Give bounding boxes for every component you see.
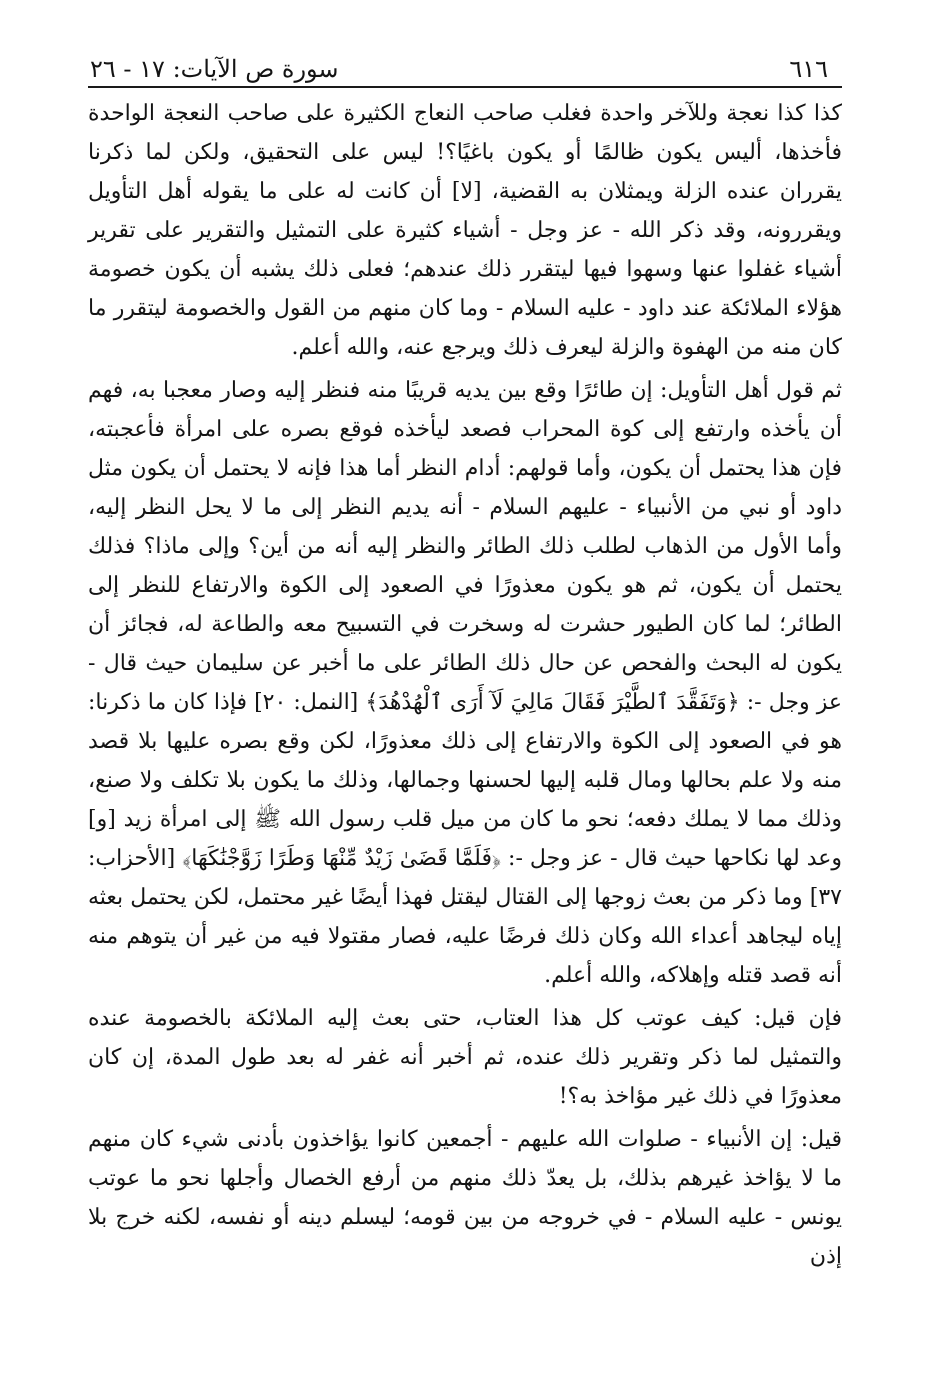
paragraph-1: كذا كذا نعجة وللآخر واحدة فغلب صاحب النعاج الكثيرة على صاحب النعجة الواحدة فأخذها، أليس يكون ظالمًا أو يكون باغيًا؟! ليس على التحقيق، ولكن لما ذكرنا يقرران عنده الزلة ويمثلان به القضية، [لا] أن كانت له على ما يقوله أهل التأويل ويقررونه، وقد ذكر الله - عز وجل - أشياء كثيرة على التمثيل والتقرير على تقرير أشياء غفلوا عنها وسهوا فيها ليتقرر ذلك عندهم؛ فعلى ذلك يشبه أن يكون خصومة هؤلاء الملائكة عند داود - عليه السلام - وما كان منهم من القول والخصومة ليتقرر ما كان منه من الهفوة والزلة ليعرف ذلك ويرجع عنه، والله أعلم. <box>88 101 842 360</box>
page-header <box>88 52 842 88</box>
paragraph-3: فإن قيل: كيف عوتب كل هذا العتاب، حتى بعث إليه الملائكة بالخصومة عنده والتمثيل لما ذكر وتقرير ذلك عنده، ثم أخبر أنه غفر له بعد طول المدة، إن كان معذورًا في ذلك غير مؤاخذ به؟! <box>88 1006 842 1109</box>
running-title: سورة ص الآيات: ١٧ - ٢٦ <box>90 55 339 83</box>
book-page <box>88 52 842 1276</box>
page-number: ٦١٦ <box>789 55 828 83</box>
body-text <box>88 94 842 1276</box>
paragraph-4: قيل: إن الأنبياء - صلوات الله عليهم - أجمعين كانوا يؤاخذون بأدنى شيء كان منهم ما لا يؤاخذ غيرهم بذلك، بل يعدّ ذلك منهم من أرفع الخصال وأجلها نحو ما عوتب يونس - عليه السلام - في خروجه من بين قومه؛ ليسلم دينه أو نفسه، لكنه خرج بلا إذن <box>88 1127 842 1269</box>
paragraph-2: ثم قول أهل التأويل: إن طائرًا وقع بين يديه قريبًا منه فنظر إليه وصار معجبا به، فهم أن يأخذه وارتفع إلى كوة المحراب فصعد ليأخذه فوقع بصره على امرأة فأعجبته، فإن هذا يحتمل أن يكون، وأما قولهم: أدام النظر أما هذا فإنه لا يحتمل أن يكون مثل داود أو نبي من الأنبياء - عليهم السلام - أنه يديم النظر إلى ما لا يحل النظر إليه، وأما الأول من الذهاب لطلب ذلك الطائر والنظر إليه أنه من أين؟ وإلى ماذا؟ فذلك يحتمل أن يكون، ثم هو يكون معذورًا في الصعود إلى الكوة والارتفاع للنظر إلى الطائر؛ لما كان الطيور حشرت له وسخرت في التسبيح معه والطاعة له، فجائز أن يكون له البحث والفحص عن حال ذلك الطائر على ما أخبر عن سليمان حيث قال - عز وجل -: ﴿وَتَفَقَّدَ ٱلطَّيْرَ فَقَالَ مَالِيَ لَآ أَرَى ٱلْهُدْهُدَ﴾ [النمل: ٢٠] فإذا كان ما ذكرنا: هو في الصعود إلى الكوة والارتفاع إلى ذلك معذورًا، لكن وقع بصره عليها بلا قصد منه ولا علم بحالها ومال قلبه إليها لحسنها وجمالها، وذلك ما يكون بلا تكلف ولا صنع، وذلك مما لا يملك دفعه؛ نحو ما كان من ميل قلب رسول الله ﷺ إلى امرأة زيد [و] وعد لها نكاحها حيث قال - عز وجل -: ﴿فَلَمَّا قَضَىٰ زَيْدٌ مِّنْهَا وَطَرًا زَوَّجْنَٰكَهَا﴾ [الأحزاب: ٣٧] وما ذكر من بعث زوجها إلى القتال ليقتل فهذا أيضًا غير محتمل، لكن يحتمل بعثه إياه ليجاهد أعداء الله وكان ذلك فرضًا عليه، فصار مقتولا فيه من غير أن يتوهم منه أنه قصد قتله وإهلاكه، والله أعلم. <box>88 378 843 988</box>
